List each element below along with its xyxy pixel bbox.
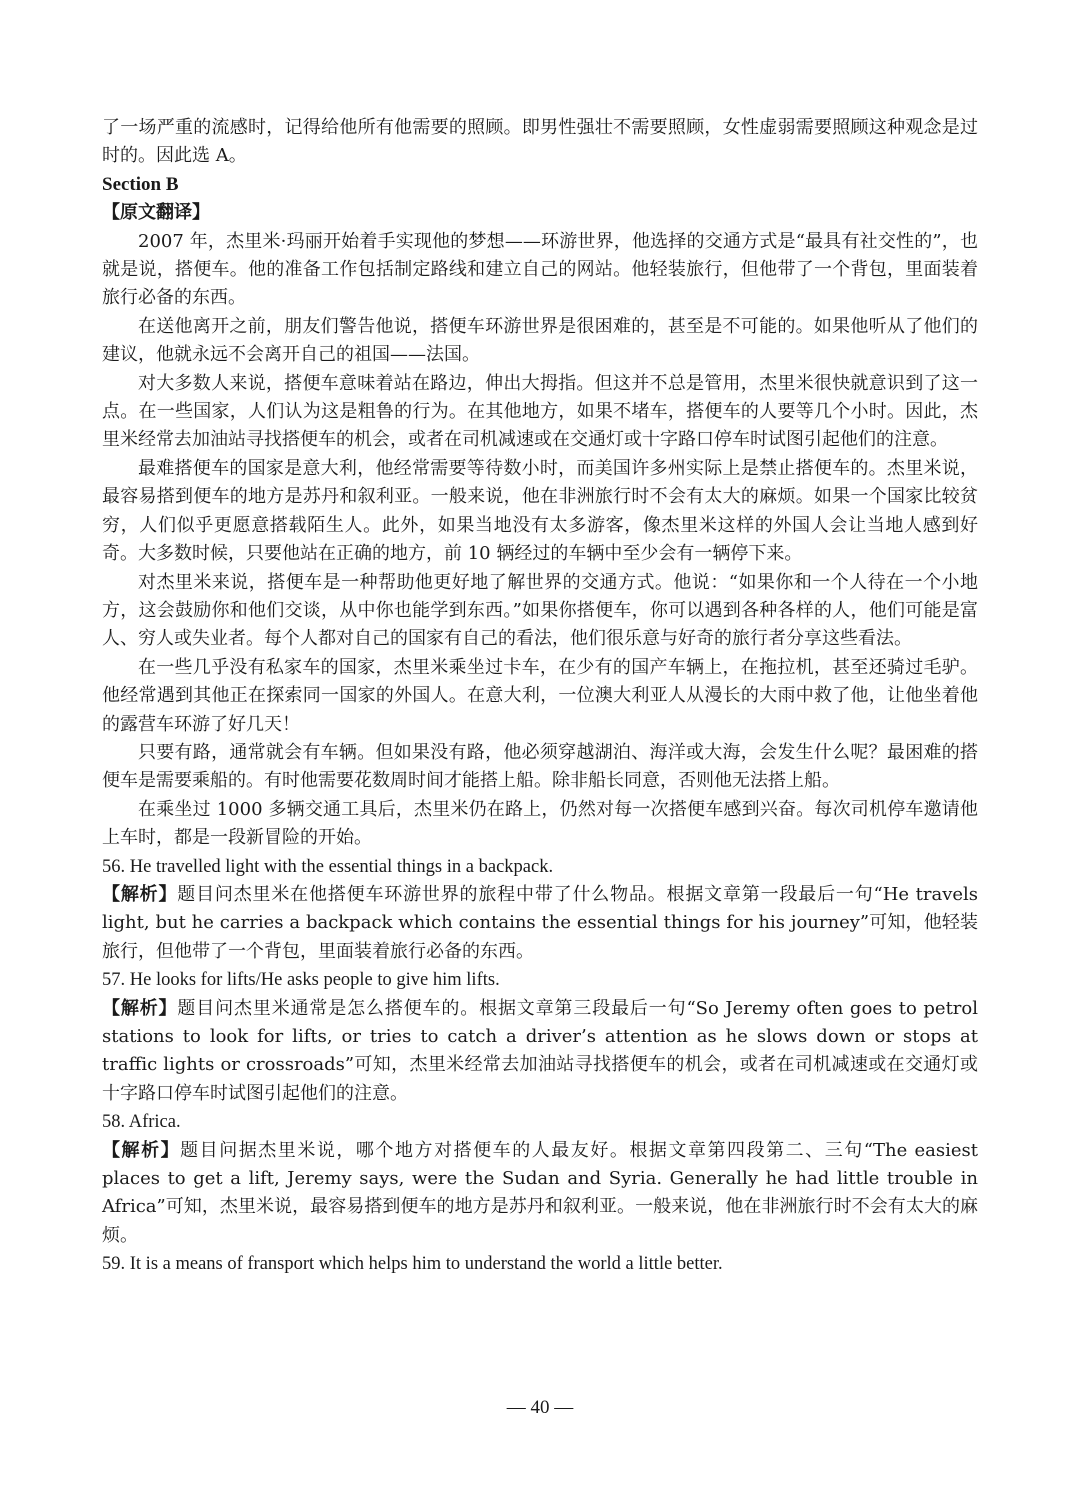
- translation-paragraph-3: 对大多数人来说，搭便车意味着站在路边，伸出大拇指。但这并不总是管用，杰里米很快就意识到了这一点。在一些国家，人们认为这是粗鲁的行为。在其他地方，如果不堵车，搭便车的人要等几个小时。因此，杰里米经常去加油站寻找搭便车的机会，或者在司机减速或在交通灯或十字路口停车时试图引起他们的注意。: [102, 372, 978, 451]
- explanation-56: [102, 881, 978, 966]
- explanation-label: 【解析】: [102, 997, 178, 1019]
- explanation-text: 题目问据杰里米说，哪个地方对搭便车的人最友好。根据文章第四段第二、三句“The easiest places to get a lift, Jeremy says, were the Sudan and Syria. Generally he had little trouble in Africa”可知，杰里米说，最容易搭到便车的地方是苏丹和叙利亚。一般来说，他在非洲旅行时不会有太大的麻烦。: [102, 1139, 978, 1246]
- translation-paragraph-7: 只要有路，通常就会有车辆。但如果没有路，他必须穿越湖泊、海洋或大海，会发生什么呢？最困难的搭便车是需要乘船的。有时他需要花数周时间才能搭上船。除非船长同意，否则他无法搭上船。: [102, 741, 978, 792]
- answer-59: 59. It is a means of fransport which helps him to understand the world a little better.: [102, 1254, 723, 1275]
- translation-paragraph-6: 在一些几乎没有私家车的国家，杰里米乘坐过卡车，在少有的国产车辆上，在拖拉机，甚至还骑过毛驴。他经常遇到其他正在探索同一国家的外国人。在意大利，一位澳大利亚人从漫长的大雨中救了他，让他坐着他的露营车环游了好几天！: [102, 656, 978, 735]
- explanation-57: [102, 995, 978, 1109]
- answer-57: 57. He looks for lifts/He asks people to give him lifts.: [102, 970, 500, 991]
- translation-paragraph-4: 最难搭便车的国家是意大利，他经常需要等待数小时，而美国许多州实际上是禁止搭便车的。杰里米说，最容易搭到便车的地方是苏丹和叙利亚。一般来说，他在非洲旅行时不会有太大的麻烦。如果一个国家比较贫穷，人们似乎更愿意搭载陌生人。此外，如果当地没有太多游客，像杰里米这样的外国人会让当地人感到好奇。大多数时候，只要他站在正确的地方，前 10 辆经过的车辆中至少会有一辆停下来。: [102, 457, 978, 565]
- explanation-text: 题目问杰里米在他搭便车环游世界的旅程中带了什么物品。根据文章第一段最后一句“He travels light, but he carries a backpack which contains the essential things for his journey”可知，他轻装旅行，但他带了一个背包，里面装着旅行必备的东西。: [102, 883, 979, 962]
- explanation-58: [102, 1137, 978, 1251]
- explanation-text: 题目问杰里米通常是怎么搭便车的。根据文章第三段最后一句“So Jeremy often goes to petrol stations to look for lifts, or tries to catch a driver’s attention as he slows down or stops at traffic lights or crossroads”可知，杰里米经常去加油站寻找搭便车的机会，或者在司机减速或在交通灯或十字路口停车时试图引起他们的注意。: [102, 997, 978, 1104]
- page-content: [102, 114, 978, 1279]
- explanation-label: 【解析】: [102, 883, 178, 905]
- section-title: Section B: [102, 173, 179, 195]
- answer-56: 56. He travelled light with the essential things in a backpack.: [102, 856, 554, 877]
- translation-paragraph-5: 对杰里米来说，搭便车是一种帮助他更好地了解世界的交通方式。他说：“如果你和一个人待在一个小地方，这会鼓励你和他们交谈，从中你也能学到东西。”如果你搭便车，你可以遇到各种各样的人，他们可能是富人、穷人或失业者。每个人都对自己的国家有自己的看法，他们很乐意与好奇的旅行者分享这些看法。: [102, 571, 978, 650]
- page-number: — 40 —: [506, 1397, 574, 1418]
- answer-58: 58. Africa.: [102, 1112, 181, 1133]
- intro-paragraph: 了一场严重的流感时，记得给他所有他需要的照顾。即男性强壮不需要照顾，女性虚弱需要照顾这种观念是过时的。因此选 A。: [102, 117, 978, 167]
- translation-paragraph-8: 在乘坐过 1000 多辆交通工具后，杰里米仍在路上，仍然对每一次搭便车感到兴奋。每次司机停车邀请他上车时，都是一段新冒险的开始。: [102, 798, 978, 849]
- translation-heading: 【原文翻译】: [102, 202, 210, 224]
- translation-paragraph-2: 在送他离开之前，朋友们警告他说，搭便车环游世界是很困难的，甚至是不可能的。如果他听从了他们的建议，他就永远不会离开自己的祖国——法国。: [102, 315, 978, 366]
- translation-paragraph-1: 2007 年，杰里米·玛丽开始着手实现他的梦想——环游世界，他选择的交通方式是“最具有社交性的”，也就是说，搭便车。他的准备工作包括制定路线和建立自己的网站。他轻装旅行，但他带了一个背包，里面装着旅行必备的东西。: [102, 230, 978, 309]
- explanation-label: 【解析】: [102, 1139, 181, 1161]
